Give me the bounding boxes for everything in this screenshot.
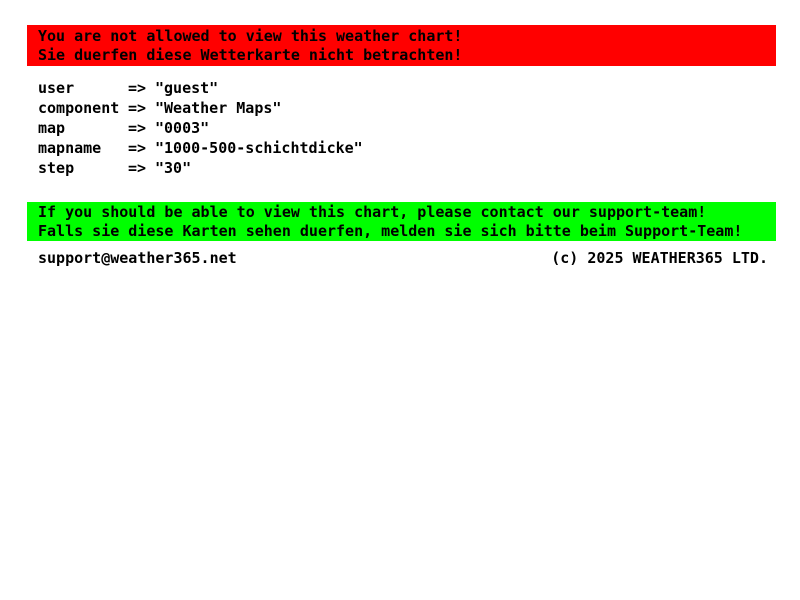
copyright-notice: (c) 2025 WEATHER365 LTD. <box>551 249 768 267</box>
detail-row-mapname <box>38 138 363 158</box>
access-denied-banner <box>27 25 776 66</box>
support-info-text-de: Falls sie diese Karten sehen duerfen, melden sie sich bitte beim Support-Team! <box>38 221 743 240</box>
detail-key: map <box>38 119 66 137</box>
detail-value: "1000-500-schichtdicke" <box>155 139 363 157</box>
detail-value: "30" <box>155 159 192 177</box>
access-denied-text-de: Sie duerfen diese Wetterkarte nicht betrachten! <box>38 45 463 64</box>
detail-row-user <box>38 78 363 98</box>
arrow-glyph: => <box>128 159 147 177</box>
support-info-banner <box>27 202 776 241</box>
detail-row-component <box>38 98 363 118</box>
detail-key: step <box>38 159 75 177</box>
arrow-glyph: => <box>128 79 147 97</box>
detail-key: component <box>38 99 120 117</box>
support-email: support@weather365.net <box>38 249 237 267</box>
detail-value: "0003" <box>155 119 210 137</box>
arrow-glyph: => <box>128 119 147 137</box>
footer <box>38 248 768 268</box>
detail-value: "guest" <box>155 79 219 97</box>
access-denied-text-en: You are not allowed to view this weather chart! <box>38 26 463 45</box>
detail-key: user <box>38 79 75 97</box>
detail-key: mapname <box>38 139 102 157</box>
detail-value: "Weather Maps" <box>155 99 282 117</box>
support-info-text-en: If you should be able to view this chart, please contact our support-team! <box>38 202 707 221</box>
detail-row-map <box>38 118 363 138</box>
arrow-glyph: => <box>128 139 147 157</box>
detail-row-step <box>38 158 363 178</box>
request-details-list <box>38 78 363 178</box>
arrow-glyph: => <box>128 99 147 117</box>
